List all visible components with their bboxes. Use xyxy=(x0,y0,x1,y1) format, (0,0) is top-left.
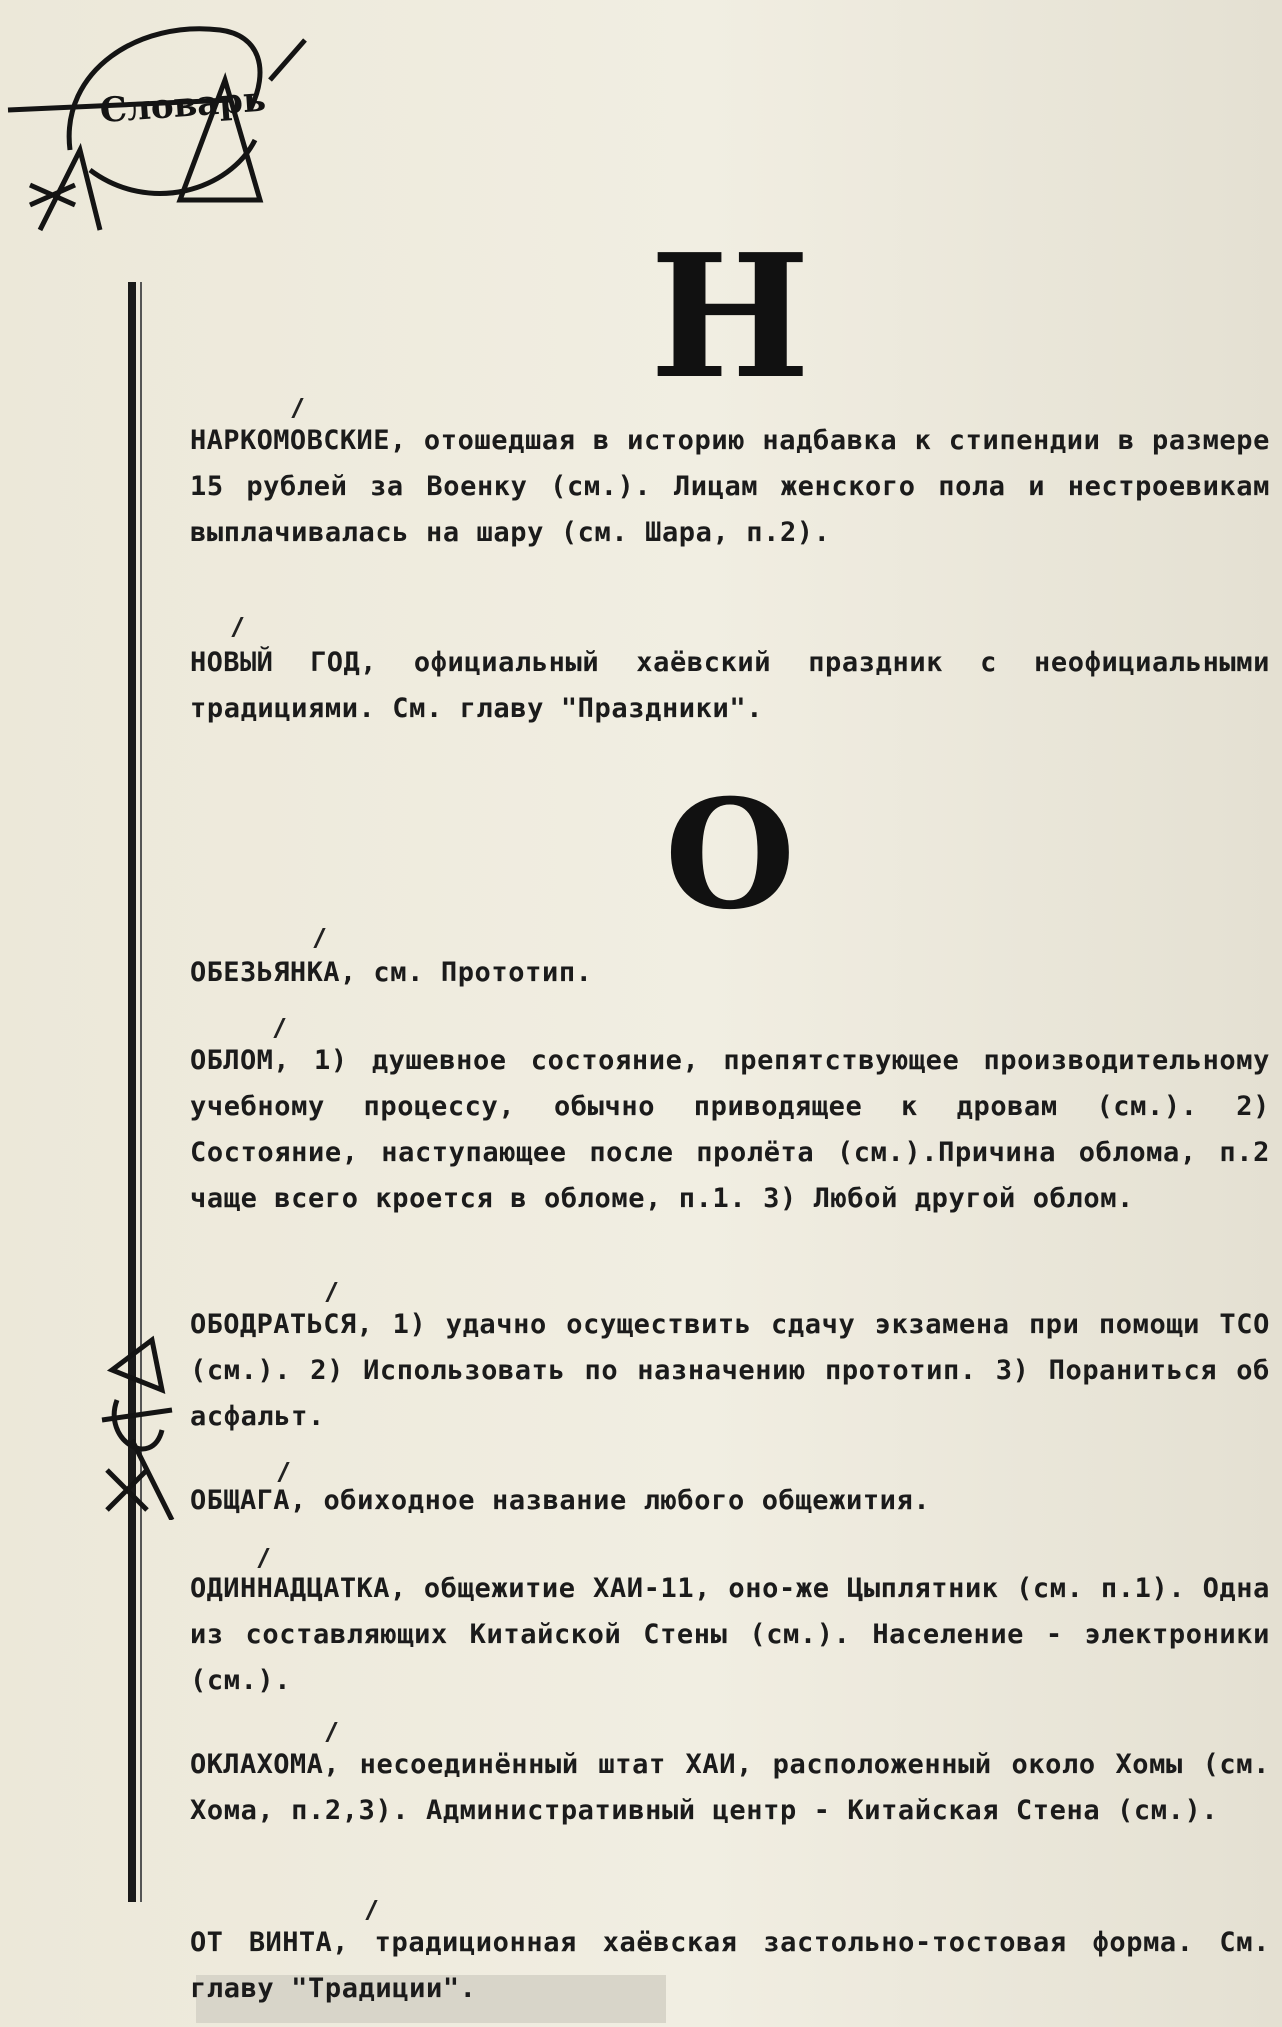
stress-accent xyxy=(365,1900,377,1920)
entry-headword: ОБЩАГА, xyxy=(190,1485,307,1516)
dictionary-entry xyxy=(190,1566,1270,1704)
stress-accent xyxy=(291,398,303,418)
entry-headword: ОТ ВИНТА, xyxy=(190,1927,349,1958)
slovar-hai-logo xyxy=(0,0,320,240)
entry-definition: 1) душевное состояние, препятствующее производительному учебному процессу, обычно приводящее к дровам (см.). 2) Состояние, наступающее после пролёта (см.).Причина облома, п.2 чаще всего кроется в обломе, п.1. 3) Любой другой облом. xyxy=(190,1045,1270,1214)
dictionary-entry xyxy=(190,1038,1270,1222)
section-letter-n: Н xyxy=(649,217,811,417)
stress-accent xyxy=(273,1018,285,1038)
entry-definition: 1) удачно осуществить сдачу экзамена при помощи ТСО (см.). 2) Использовать по назначению прототип. 3) Пораниться об асфальт. xyxy=(190,1309,1270,1432)
dictionary-entry xyxy=(190,950,1270,996)
logo-title: Словарь xyxy=(98,79,268,132)
entry-headword: НОВЫЙ ГОД, xyxy=(190,647,377,678)
dictionary-entry xyxy=(190,640,1270,732)
entry-definition: см. Прототип. xyxy=(356,957,593,988)
entry-definition: отошедшая в историю надбавка к стипендии в размере 15 рублей за Военку (см.). Лицам женского пола и нестроевикам выплачивалась на шару (см. Шара, п.2). xyxy=(190,425,1270,548)
dictionary-entry xyxy=(190,1920,1270,2012)
left-border-line xyxy=(140,282,142,1902)
stress-accent xyxy=(313,928,325,948)
entry-definition: официальный хаёвский праздник с неофициальными традициями. См. главу "Праздники". xyxy=(190,647,1270,724)
entry-headword: НАРКОМОВСКИЕ, xyxy=(190,425,407,456)
dictionary-entry xyxy=(190,1478,1270,1524)
entry-definition: традиционная хаёвская застольно-тостовая форма. См. главу "Традиции". xyxy=(190,1927,1270,2004)
side-hai-logo xyxy=(92,1330,182,1520)
entry-definition: общежитие ХАИ-11, оно-же Цыплятник (см. п.1). Одна из составляющих Китайской Стены (см.). Население - электроники (см.). xyxy=(190,1573,1270,1696)
section-letter-o: О xyxy=(664,767,796,943)
dictionary-entry xyxy=(190,1742,1270,1834)
stress-accent xyxy=(257,1548,269,1568)
entry-headword: ОБЛОМ, xyxy=(190,1045,290,1076)
stress-accent xyxy=(325,1282,337,1302)
entry-headword: ОДИННАДЦАТКА, xyxy=(190,1573,407,1604)
entry-headword: ОБЕЗЬЯНКА, xyxy=(190,957,357,988)
dictionary-entry xyxy=(190,418,1270,556)
left-border-bar xyxy=(128,282,136,1902)
entry-definition: несоединённый штат ХАИ, расположенный около Хомы (см. Хома, п.2,3). Административный центр - Китайская Стена (см.). xyxy=(190,1749,1270,1826)
logo-letters: ХАИ xyxy=(18,235,21,236)
stress-accent xyxy=(231,617,243,637)
stress-accent xyxy=(325,1722,337,1742)
entry-definition: обиходное название любого общежития. xyxy=(306,1485,931,1516)
entry-headword: ОКЛАХОМА, xyxy=(190,1749,340,1780)
entry-headword: ОБОДРАТЬСЯ, xyxy=(190,1309,374,1340)
dictionary-entry xyxy=(190,1302,1270,1440)
